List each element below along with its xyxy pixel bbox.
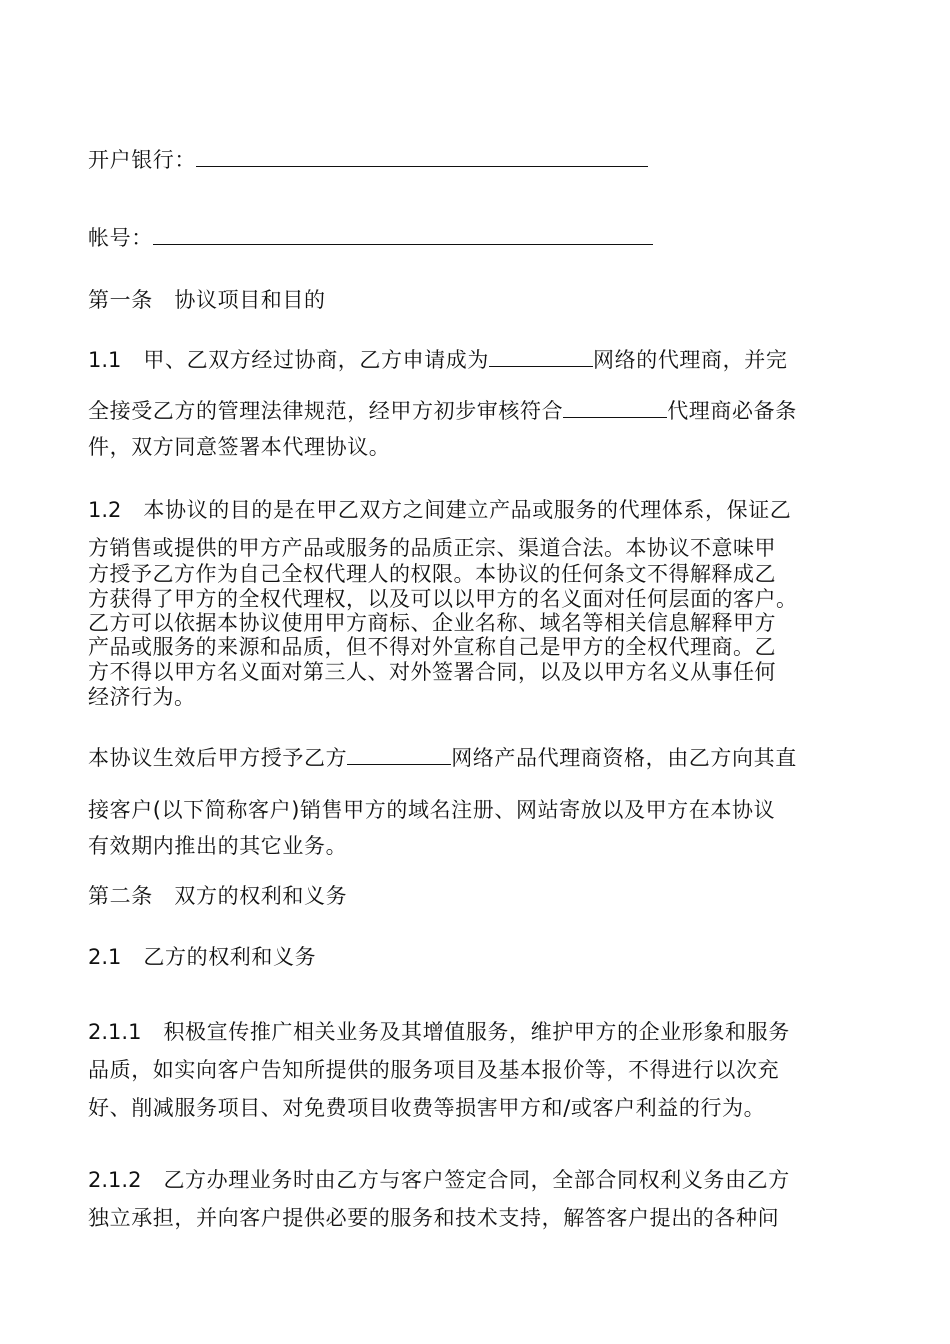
clause-number: 1.1 xyxy=(88,348,122,372)
clause-1-2-line-6: 产品或服务的来源和品质，但不得对外宣称自己是甲方的全权代理商。乙 xyxy=(88,635,776,659)
clause-2-1-2-line-1 xyxy=(88,1166,790,1194)
account-label: 帐号： xyxy=(88,226,153,250)
clause-text: 积极宣传推广相关业务及其增值服务，维护甲方的企业形象和服务 xyxy=(163,1020,790,1044)
fill-blank-line xyxy=(347,744,451,765)
bank-blank-line xyxy=(196,146,648,167)
clause-1-2-line-4: 方获得了甲方的全权代理权，以及可以以甲方的名义面对任何层面的客户。 xyxy=(88,587,798,611)
article-1-heading: 第一条 协议项目和目的 xyxy=(88,288,326,312)
clause-1-2-line-1 xyxy=(88,496,791,524)
clause-2-1-1-line-3: 好、削减服务项目、对免费项目收费等损害甲方和/或客户利益的行为。 xyxy=(88,1096,766,1120)
fill-blank-line xyxy=(489,346,593,367)
clause-text: 甲、乙双方经过协商，乙方申请成为 xyxy=(143,348,490,372)
clause-1-2-line-8: 经济行为。 xyxy=(88,685,196,709)
bank-label: 开户银行： xyxy=(88,148,196,172)
clause-1-2-line-7: 方不得以甲方名义面对第三人、对外签署合同，以及以甲方名义从事任何 xyxy=(88,660,776,684)
section-2-1 xyxy=(88,943,316,971)
account-blank-line xyxy=(153,224,653,245)
clause-text: 代理商必备条 xyxy=(667,399,797,423)
section-number: 2.1 xyxy=(88,945,122,969)
grant-paragraph-line-2: 接客户(以下简称客户)销售甲方的域名注册、网站寄放以及甲方在本协议 xyxy=(88,798,776,822)
article-2-heading: 第二条 双方的权利和义务 xyxy=(88,884,348,908)
clause-number: 1.2 xyxy=(88,498,122,522)
grant-paragraph-line-3: 有效期内推出的其它业务。 xyxy=(88,834,348,858)
paragraph-text: 本协议生效后甲方授予乙方 xyxy=(88,746,348,770)
clause-2-1-1-line-2: 品质，如实向客户告知所提供的服务项目及基本报价等，不得进行以次充 xyxy=(88,1058,780,1082)
clause-text: 本协议的目的是在甲乙双方之间建立产品或服务的代理体系，保证乙 xyxy=(143,498,792,522)
bank-field-row xyxy=(88,146,648,174)
clause-1-1-line-3: 件，双方同意签署本代理协议。 xyxy=(88,435,391,459)
clause-text: 网络的代理商，并完 xyxy=(593,348,788,372)
grant-paragraph-line-1 xyxy=(88,744,797,772)
clause-2-1-2-line-2: 独立承担，并向客户提供必要的服务和技术支持，解答客户提出的各种问 xyxy=(88,1206,780,1230)
clause-1-2-line-5: 乙方可以依据本协议使用甲方商标、企业名称、域名等相关信息解释甲方 xyxy=(88,611,776,635)
account-field-row xyxy=(88,224,653,252)
section-text: 乙方的权利和义务 xyxy=(143,945,317,969)
fill-blank-line xyxy=(563,397,667,418)
clause-1-1-line-1 xyxy=(88,346,787,374)
clause-2-1-1-line-1 xyxy=(88,1018,790,1046)
clause-text: 全接受乙方的管理法律规范，经甲方初步审核符合 xyxy=(88,399,564,423)
clause-1-2-line-2: 方销售或提供的甲方产品或服务的品质正宗、渠道合法。本协议不意味甲 xyxy=(88,536,776,560)
clause-1-2-line-3: 方授予乙方作为自己全权代理人的权限。本协议的任何条文不得解释成乙 xyxy=(88,562,776,586)
clause-number: 2.1.2 xyxy=(88,1168,142,1192)
paragraph-text: 网络产品代理商资格，由乙方向其直 xyxy=(451,746,797,770)
clause-text: 乙方办理业务时由乙方与客户签定合同，全部合同权利义务由乙方 xyxy=(163,1168,790,1192)
clause-number: 2.1.1 xyxy=(88,1020,142,1044)
clause-1-1-line-2 xyxy=(88,397,797,425)
